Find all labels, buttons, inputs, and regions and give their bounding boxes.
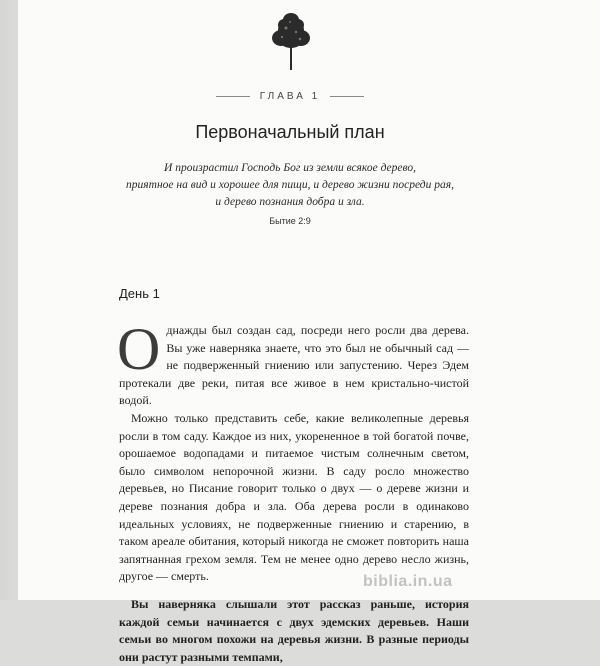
epigraph-line: и дерево познания добра и зла. bbox=[215, 196, 365, 208]
paragraph-text: днажды был создан сад, посреди него росли два дерева. Вы уже наверняка знаете, что это был не обычный сад — не подверженный гниению или запустению. Через Эдем протекали две реки, питая все живое в нем кристально-чистой водой. bbox=[119, 323, 469, 408]
chapter-rule-right bbox=[330, 96, 364, 97]
watermark: biblia.in.ua bbox=[363, 573, 453, 590]
epigraph-source: Бытие 2:9 bbox=[269, 216, 311, 226]
drop-cap: О bbox=[117, 316, 161, 382]
chapter-title: Первоначальный план bbox=[195, 122, 385, 142]
epigraph bbox=[120, 160, 460, 211]
chapter-label: ГЛАВА 1 bbox=[259, 90, 321, 102]
epigraph-line: приятное на вид и хорошее для пищи, и дерево жизни посреди рая, bbox=[126, 179, 454, 191]
chapter-rule-left bbox=[216, 96, 250, 97]
chapter-heading bbox=[210, 89, 370, 103]
paragraph: Можно только представить себе, какие великолепные деревья росли в том саду. Каждое из них, укорененное в той богатой почве, орошаемое водопадами и питаемое чистым солнечным светом, было символом непорочной жизни. В саду росло множество деревьев, но Писание говорит только о двух — о дереве жизни и дереве познания добра и зла. Оба дерева росли в одинаково идеальных условиях, не подверженные гниению и старению, в таком ареале обитания, который никогда не сможет повторить наша запятнанная грехом земля. Тем не менее одно дерево несло жизнь, другое — смерть. bbox=[119, 410, 469, 584]
body-text bbox=[117, 316, 469, 666]
tree-icon bbox=[270, 12, 312, 72]
paragraph bbox=[117, 316, 469, 410]
section-heading: День 1 bbox=[119, 286, 160, 301]
epigraph-line: И произрастил Господь Бог из земли всякое дерево, bbox=[164, 162, 416, 174]
paragraph-bold: Вы наверняка слышали этот рассказ раньше, история каждой семьи начинается с двух эдемских деревьев. Наши семьи во многом похожи на деревья жизни. В разные периоды они растут разными темпами, bbox=[119, 596, 469, 664]
